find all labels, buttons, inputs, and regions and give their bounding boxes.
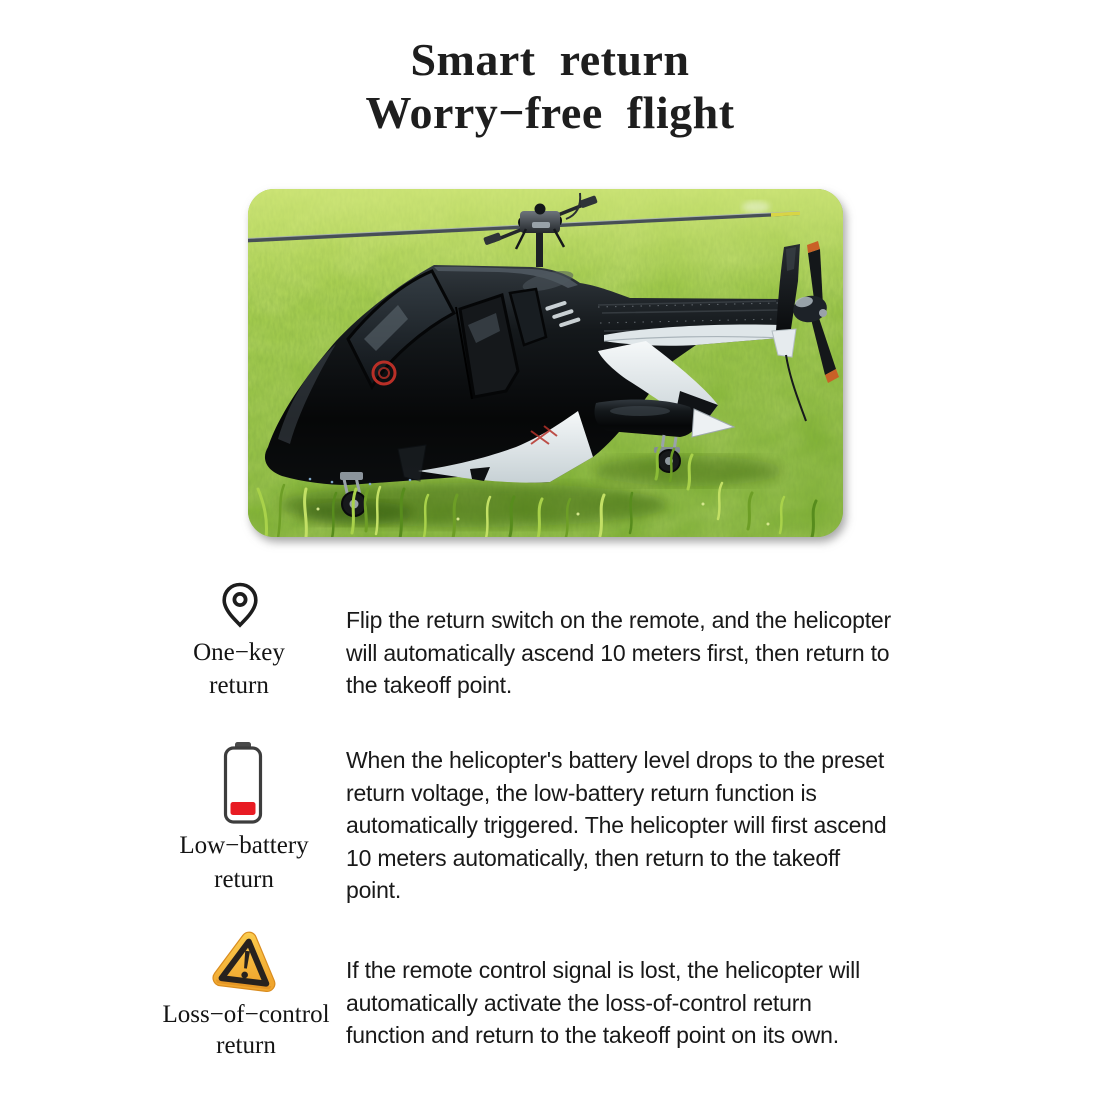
feature-label [150,829,338,897]
feature-description [346,954,860,1052]
feature-text-line: automatically activate the loss-of-control return [346,989,812,1016]
feature-label [150,999,342,1061]
page-title-line2: Worry−free flight [365,87,735,138]
feature-text-line: the takeoff point. [346,672,513,698]
feature-label [150,636,328,702]
feature-description [346,744,886,907]
helicopter-photo [248,189,843,537]
feature-label-line2: return [214,866,274,893]
feature-description [346,604,891,702]
feature-label-line2: return [216,1032,276,1059]
feature-label-line1: Low−battery [179,832,309,859]
feature-text-line: If the remote control signal is lost, the helicopter will [346,957,861,983]
location-pin-icon [221,582,259,629]
feature-text-line: 10 meters automatically, then return to the takeoff [346,844,840,871]
feature-text-line: point. [346,877,402,903]
feature-label-line2: return [209,672,269,699]
feature-text-line: return voltage, the low-battery return function is [346,779,817,806]
feature-text-line: will automatically ascend 10 meters first, then return to [346,639,890,666]
feature-label-line1: One−key [193,639,285,666]
page-title [0,33,1100,139]
page-title-line1: Smart return [410,34,690,85]
feature-text-line: Flip the return switch on the remote, and the helicopter [346,607,891,633]
feature-text-line: When the helicopter's battery level drops to the preset [346,747,885,773]
warning-triangle-icon [206,925,286,1003]
feature-label-line1: Loss−of−control [162,1001,330,1028]
battery-low-icon [221,740,265,826]
feature-text-line: automatically triggered. The helicopter will first ascend [346,812,887,838]
feature-text-line: function and return to the takeoff point on its own. [346,1022,839,1048]
